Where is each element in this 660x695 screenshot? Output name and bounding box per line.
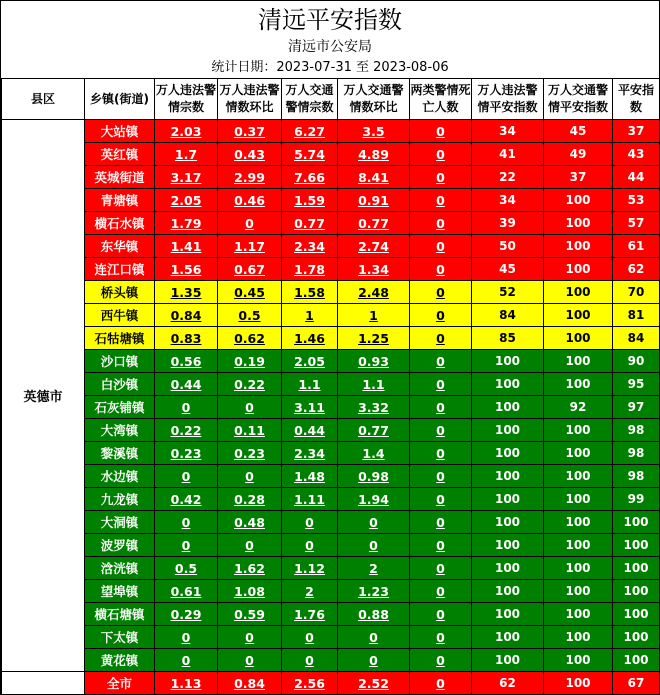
column-header: 万人交通警情数环比 — [338, 79, 410, 120]
value-cell: 41 — [472, 143, 544, 166]
value-cell: 1.34 — [338, 258, 410, 281]
town-name-cell: 全市 — [85, 672, 155, 695]
value-cell: 100 — [472, 580, 544, 603]
value-cell: 3.17 — [155, 166, 218, 189]
town-name-cell: 下太镇 — [85, 626, 155, 649]
value-cell: 0 — [155, 649, 218, 672]
value-cell: 100 — [472, 626, 544, 649]
value-cell: 34 — [472, 120, 544, 143]
value-cell: 100 — [613, 580, 660, 603]
value-cell: 37 — [544, 166, 613, 189]
town-name-cell: 大洞镇 — [85, 511, 155, 534]
column-header: 万人交通警情平安指数 — [544, 79, 613, 120]
value-cell: 0.93 — [338, 350, 410, 373]
value-cell: 44 — [613, 166, 660, 189]
value-cell: 100 — [544, 557, 613, 580]
value-cell: 3.11 — [282, 396, 338, 419]
value-cell: 1.1 — [338, 373, 410, 396]
value-cell: 0 — [410, 511, 472, 534]
value-cell: 81 — [613, 304, 660, 327]
value-cell: 1.41 — [155, 235, 218, 258]
value-cell: 0 — [338, 649, 410, 672]
value-cell: 0.22 — [218, 373, 282, 396]
value-cell: 100 — [472, 465, 544, 488]
value-cell: 34 — [472, 189, 544, 212]
value-cell: 0.43 — [218, 143, 282, 166]
value-cell: 0 — [410, 488, 472, 511]
table-row — [2, 603, 660, 626]
value-cell: 0 — [410, 235, 472, 258]
town-name-cell: 英红镇 — [85, 143, 155, 166]
value-cell: 0.88 — [338, 603, 410, 626]
value-cell: 0.23 — [218, 442, 282, 465]
value-cell: 0 — [410, 649, 472, 672]
value-cell: 1.08 — [218, 580, 282, 603]
value-cell: 100 — [472, 603, 544, 626]
value-cell: 0 — [338, 626, 410, 649]
value-cell: 2.48 — [338, 281, 410, 304]
column-header: 万人违法警情平安指数 — [472, 79, 544, 120]
value-cell: 57 — [613, 212, 660, 235]
value-cell: 7.66 — [282, 166, 338, 189]
value-cell: 98 — [613, 442, 660, 465]
table-row — [2, 557, 660, 580]
value-cell: 0 — [218, 534, 282, 557]
column-header: 平安指数 — [613, 79, 660, 120]
value-cell: 62 — [472, 672, 544, 695]
value-cell: 0 — [282, 626, 338, 649]
table-row — [2, 511, 660, 534]
value-cell: 100 — [544, 465, 613, 488]
table-row — [2, 672, 660, 695]
value-cell: 100 — [544, 534, 613, 557]
town-name-cell: 石灰铺镇 — [85, 396, 155, 419]
value-cell: 2.34 — [282, 442, 338, 465]
value-cell: 22 — [472, 166, 544, 189]
value-cell: 0.98 — [338, 465, 410, 488]
county-cell-empty — [2, 672, 85, 695]
table-row — [2, 327, 660, 350]
value-cell: 100 — [544, 327, 613, 350]
value-cell: 2 — [282, 580, 338, 603]
value-cell: 0 — [410, 465, 472, 488]
town-name-cell: 水边镇 — [85, 465, 155, 488]
value-cell: 1.59 — [282, 189, 338, 212]
value-cell: 100 — [544, 672, 613, 695]
value-cell: 0.46 — [218, 189, 282, 212]
value-cell: 100 — [544, 649, 613, 672]
value-cell: 0 — [218, 465, 282, 488]
value-cell: 1.94 — [338, 488, 410, 511]
value-cell: 0 — [410, 580, 472, 603]
town-name-cell: 白沙镇 — [85, 373, 155, 396]
value-cell: 0 — [338, 511, 410, 534]
value-cell: 1.35 — [155, 281, 218, 304]
town-name-cell: 波罗镇 — [85, 534, 155, 557]
value-cell: 100 — [544, 580, 613, 603]
value-cell: 0.28 — [218, 488, 282, 511]
value-cell: 0 — [218, 212, 282, 235]
table-row — [2, 626, 660, 649]
town-name-cell: 大湾镇 — [85, 419, 155, 442]
value-cell: 45 — [544, 120, 613, 143]
column-header: 万人交通警情宗数 — [282, 79, 338, 120]
town-name-cell: 黄花镇 — [85, 649, 155, 672]
value-cell: 0 — [282, 511, 338, 534]
value-cell: 1.4 — [338, 442, 410, 465]
value-cell: 100 — [544, 442, 613, 465]
value-cell: 0.37 — [218, 120, 282, 143]
value-cell: 1.1 — [282, 373, 338, 396]
value-cell: 100 — [472, 419, 544, 442]
safety-index-table — [1, 78, 660, 695]
town-name-cell: 东华镇 — [85, 235, 155, 258]
value-cell: 0 — [338, 534, 410, 557]
table-row — [2, 304, 660, 327]
value-cell: 2.03 — [155, 120, 218, 143]
town-name-cell: 连江口镇 — [85, 258, 155, 281]
value-cell: 85 — [472, 327, 544, 350]
town-name-cell: 横石塘镇 — [85, 603, 155, 626]
report-period: 统计日期：2023-07-31 至 2023-08-06 — [211, 60, 449, 75]
value-cell: 3.32 — [338, 396, 410, 419]
value-cell: 8.41 — [338, 166, 410, 189]
value-cell: 100 — [472, 511, 544, 534]
value-cell: 100 — [544, 281, 613, 304]
value-cell: 100 — [544, 304, 613, 327]
value-cell: 1.79 — [155, 212, 218, 235]
value-cell: 0.83 — [155, 327, 218, 350]
value-cell: 100 — [613, 557, 660, 580]
value-cell: 98 — [613, 465, 660, 488]
value-cell: 100 — [472, 373, 544, 396]
value-cell: 100 — [613, 626, 660, 649]
value-cell: 0 — [410, 258, 472, 281]
value-cell: 5.74 — [282, 143, 338, 166]
town-name-cell: 浛洸镇 — [85, 557, 155, 580]
value-cell: 53 — [613, 189, 660, 212]
value-cell: 0.22 — [155, 419, 218, 442]
value-cell: 0.45 — [218, 281, 282, 304]
town-name-cell: 大站镇 — [85, 120, 155, 143]
value-cell: 0.62 — [218, 327, 282, 350]
value-cell: 61 — [613, 235, 660, 258]
value-cell: 0.5 — [218, 304, 282, 327]
value-cell: 37 — [613, 120, 660, 143]
value-cell: 0 — [410, 557, 472, 580]
value-cell: 70 — [613, 281, 660, 304]
town-name-cell: 黎溪镇 — [85, 442, 155, 465]
value-cell: 100 — [613, 603, 660, 626]
value-cell: 0 — [410, 120, 472, 143]
value-cell: 0 — [410, 212, 472, 235]
value-cell: 0 — [218, 626, 282, 649]
table-row — [2, 212, 660, 235]
value-cell: 0.42 — [155, 488, 218, 511]
value-cell: 100 — [544, 603, 613, 626]
value-cell: 0 — [155, 465, 218, 488]
value-cell: 1.7 — [155, 143, 218, 166]
town-name-cell: 望埠镇 — [85, 580, 155, 603]
value-cell: 100 — [544, 235, 613, 258]
table-row — [2, 419, 660, 442]
value-cell: 3.5 — [338, 120, 410, 143]
value-cell: 0.77 — [338, 212, 410, 235]
town-name-cell: 石牯塘镇 — [85, 327, 155, 350]
value-cell: 100 — [544, 350, 613, 373]
value-cell: 100 — [544, 626, 613, 649]
report-subtitle: 清远市公安局 — [288, 39, 372, 55]
column-header: 万人违法警情数环比 — [218, 79, 282, 120]
value-cell: 0.5 — [155, 557, 218, 580]
value-cell: 95 — [613, 373, 660, 396]
table-row — [2, 258, 660, 281]
table-row — [2, 120, 660, 143]
value-cell: 0 — [410, 189, 472, 212]
value-cell: 0 — [155, 534, 218, 557]
value-cell: 0 — [410, 396, 472, 419]
report-title: 清远平安指数 — [258, 6, 402, 34]
value-cell: 0.56 — [155, 350, 218, 373]
value-cell: 1.76 — [282, 603, 338, 626]
value-cell: 0 — [410, 304, 472, 327]
value-cell: 62 — [613, 258, 660, 281]
value-cell: 1.23 — [338, 580, 410, 603]
value-cell: 97 — [613, 396, 660, 419]
value-cell: 0 — [410, 603, 472, 626]
value-cell: 2.05 — [155, 189, 218, 212]
value-cell: 100 — [472, 488, 544, 511]
value-cell: 100 — [472, 649, 544, 672]
value-cell: 0 — [410, 672, 472, 695]
value-cell: 0.91 — [338, 189, 410, 212]
value-cell: 100 — [472, 557, 544, 580]
value-cell: 67 — [613, 672, 660, 695]
column-header: 两类警情死亡人数 — [410, 79, 472, 120]
table-row — [2, 189, 660, 212]
table-row — [2, 235, 660, 258]
table-row — [2, 143, 660, 166]
value-cell: 100 — [472, 534, 544, 557]
value-cell: 0 — [410, 419, 472, 442]
value-cell: 1 — [338, 304, 410, 327]
table-row — [2, 488, 660, 511]
value-cell: 1 — [282, 304, 338, 327]
value-cell: 0.29 — [155, 603, 218, 626]
value-cell: 1.62 — [218, 557, 282, 580]
value-cell: 52 — [472, 281, 544, 304]
value-cell: 100 — [544, 258, 613, 281]
value-cell: 1.78 — [282, 258, 338, 281]
value-cell: 50 — [472, 235, 544, 258]
value-cell: 0.19 — [218, 350, 282, 373]
value-cell: 100 — [613, 534, 660, 557]
value-cell: 0 — [282, 649, 338, 672]
value-cell: 1.48 — [282, 465, 338, 488]
value-cell: 100 — [544, 488, 613, 511]
value-cell: 0 — [410, 442, 472, 465]
value-cell: 0 — [155, 511, 218, 534]
town-name-cell: 九龙镇 — [85, 488, 155, 511]
value-cell: 0 — [410, 281, 472, 304]
value-cell: 2 — [338, 557, 410, 580]
table-row — [2, 534, 660, 557]
value-cell: 0.61 — [155, 580, 218, 603]
value-cell: 45 — [472, 258, 544, 281]
table-row — [2, 350, 660, 373]
value-cell: 0.84 — [155, 304, 218, 327]
value-cell: 84 — [613, 327, 660, 350]
value-cell: 2.34 — [282, 235, 338, 258]
value-cell: 0.11 — [218, 419, 282, 442]
value-cell: 43 — [613, 143, 660, 166]
table-row — [2, 649, 660, 672]
value-cell: 1.12 — [282, 557, 338, 580]
value-cell: 1.13 — [155, 672, 218, 695]
town-name-cell: 桥头镇 — [85, 281, 155, 304]
value-cell: 84 — [472, 304, 544, 327]
value-cell: 49 — [544, 143, 613, 166]
value-cell: 1.17 — [218, 235, 282, 258]
value-cell: 0.48 — [218, 511, 282, 534]
value-cell: 2.56 — [282, 672, 338, 695]
town-name-cell: 沙口镇 — [85, 350, 155, 373]
value-cell: 1.25 — [338, 327, 410, 350]
value-cell: 0.84 — [218, 672, 282, 695]
value-cell: 100 — [544, 189, 613, 212]
value-cell: 0.77 — [282, 212, 338, 235]
value-cell: 100 — [472, 396, 544, 419]
value-cell: 90 — [613, 350, 660, 373]
value-cell: 100 — [544, 212, 613, 235]
value-cell: 0 — [410, 626, 472, 649]
value-cell: 0 — [155, 396, 218, 419]
table-row — [2, 166, 660, 189]
value-cell: 0 — [410, 350, 472, 373]
value-cell: 100 — [613, 649, 660, 672]
value-cell: 0.44 — [155, 373, 218, 396]
table-row — [2, 396, 660, 419]
town-name-cell: 横石水镇 — [85, 212, 155, 235]
value-cell: 0 — [218, 396, 282, 419]
value-cell: 0 — [282, 534, 338, 557]
value-cell: 100 — [544, 419, 613, 442]
value-cell: 0 — [410, 327, 472, 350]
value-cell: 100 — [613, 511, 660, 534]
column-header: 万人违法警情宗数 — [155, 79, 218, 120]
table-header-row — [2, 79, 660, 120]
value-cell: 1.11 — [282, 488, 338, 511]
value-cell: 0 — [410, 534, 472, 557]
value-cell: 0 — [218, 649, 282, 672]
town-name-cell: 西牛镇 — [85, 304, 155, 327]
value-cell: 98 — [613, 419, 660, 442]
value-cell: 92 — [544, 396, 613, 419]
table-row — [2, 442, 660, 465]
value-cell: 1.56 — [155, 258, 218, 281]
town-name-cell: 青塘镇 — [85, 189, 155, 212]
value-cell: 2.52 — [338, 672, 410, 695]
value-cell: 0 — [410, 166, 472, 189]
value-cell: 4.89 — [338, 143, 410, 166]
value-cell: 100 — [472, 442, 544, 465]
value-cell: 1.46 — [282, 327, 338, 350]
table-body — [2, 120, 660, 695]
value-cell: 100 — [544, 373, 613, 396]
value-cell: 0.23 — [155, 442, 218, 465]
column-header: 乡镇(街道) — [85, 79, 155, 120]
value-cell: 2.05 — [282, 350, 338, 373]
value-cell: 1.58 — [282, 281, 338, 304]
table-row — [2, 580, 660, 603]
value-cell: 2.99 — [218, 166, 282, 189]
value-cell: 0.67 — [218, 258, 282, 281]
value-cell: 6.27 — [282, 120, 338, 143]
value-cell: 0 — [410, 143, 472, 166]
table-row — [2, 281, 660, 304]
value-cell: 100 — [544, 511, 613, 534]
value-cell: 0 — [410, 373, 472, 396]
value-cell: 0.77 — [338, 419, 410, 442]
value-cell: 2.74 — [338, 235, 410, 258]
county-cell: 英德市 — [2, 120, 85, 672]
value-cell: 100 — [472, 350, 544, 373]
town-name-cell: 英城街道 — [85, 166, 155, 189]
value-cell: 0 — [155, 626, 218, 649]
value-cell: 0.44 — [282, 419, 338, 442]
value-cell: 39 — [472, 212, 544, 235]
value-cell: 0.59 — [218, 603, 282, 626]
value-cell: 99 — [613, 488, 660, 511]
table-row — [2, 465, 660, 488]
table-row — [2, 373, 660, 396]
column-header: 县区 — [2, 79, 85, 120]
